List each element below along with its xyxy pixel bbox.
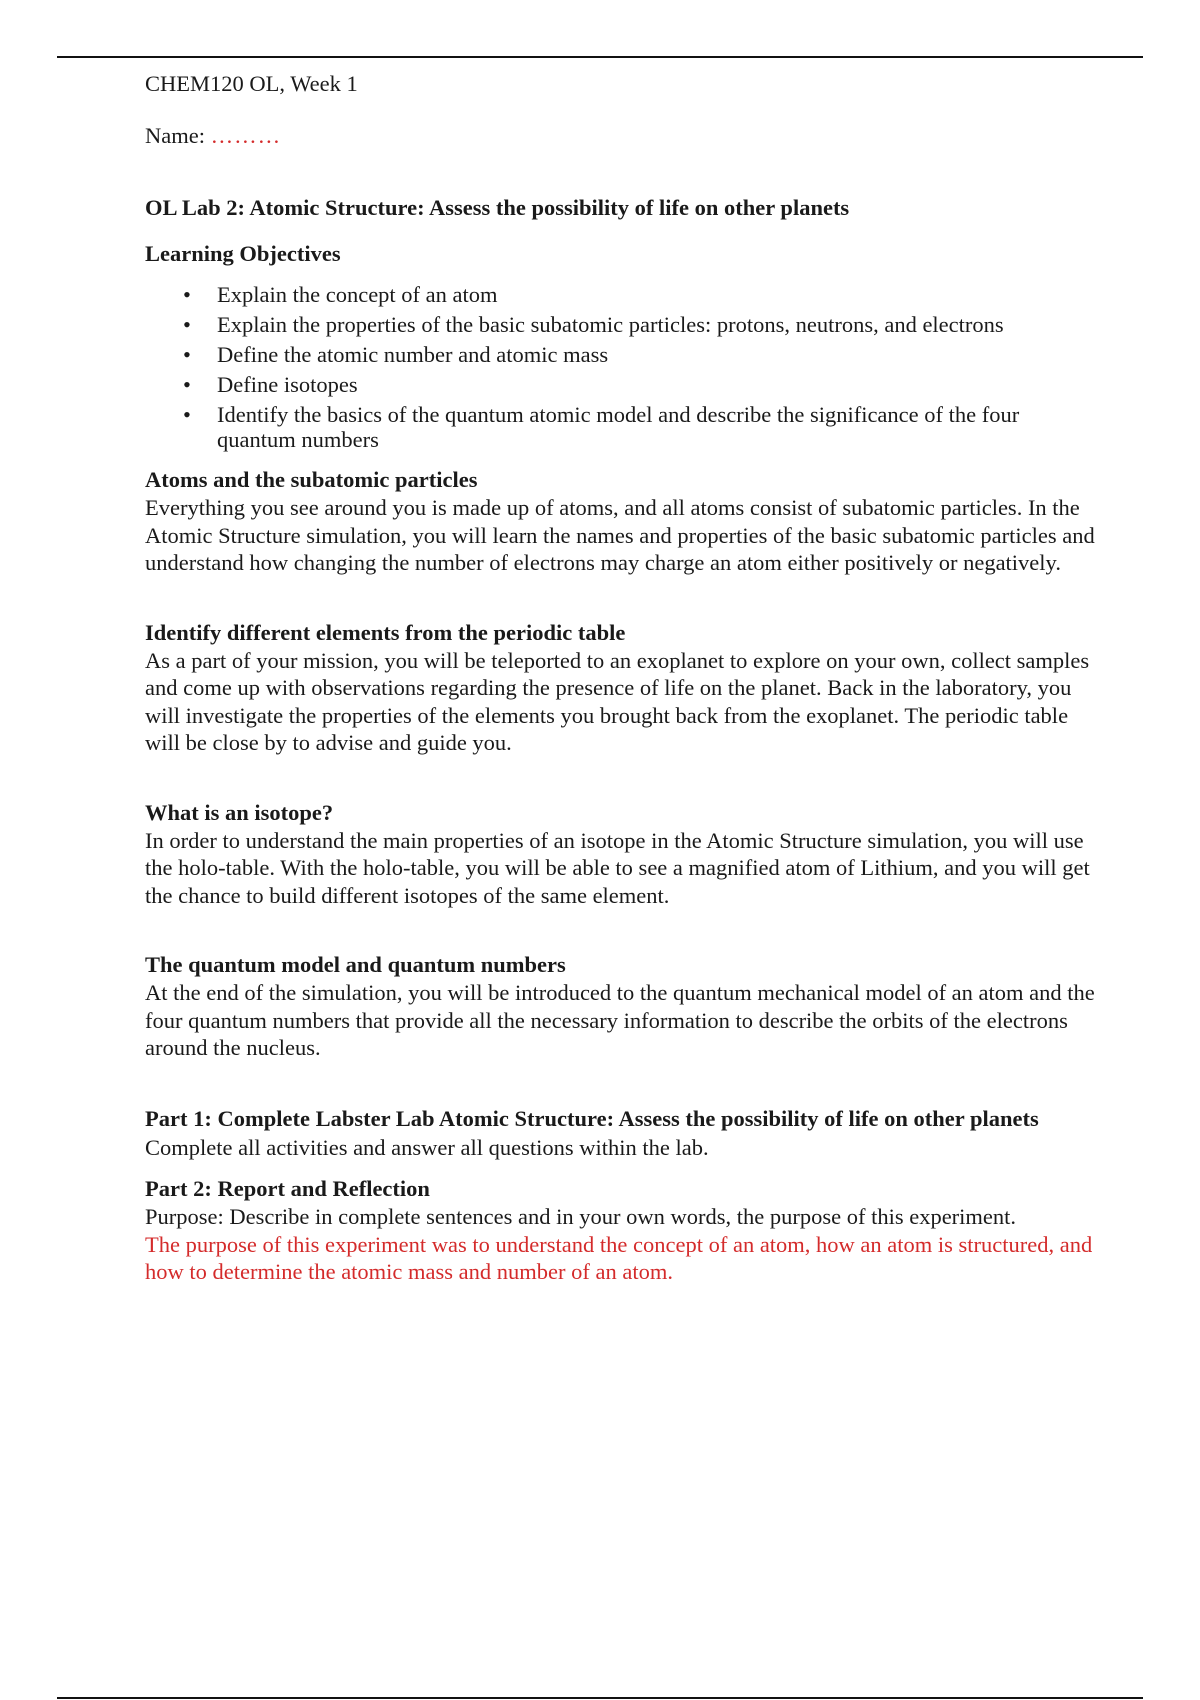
section-body: At the end of the simulation, you will be introduced to the quantum mechanical model of an atom and the four quantum numbers that provide all the necessary information to describe the orbits of the electrons around the nucleus. xyxy=(145,980,1095,1060)
section-body: In order to understand the main properties of an isotope in the Atomic Structure simulation, you will use the holo-table. With the holo-table, you will be able to see a magnified atom of Lithium, and you will get the chance to build different isotopes of the same element. xyxy=(145,827,1090,908)
name-line xyxy=(145,122,1095,150)
bullet-icon: • xyxy=(183,372,191,397)
section-heading: Part 2: Report and Reflection xyxy=(145,1176,430,1201)
objective-text: Define isotopes xyxy=(217,372,358,397)
bullet-icon: • xyxy=(183,282,191,307)
learning-objectives-list xyxy=(145,282,1095,452)
list-item xyxy=(145,402,1095,452)
section-quantum-model xyxy=(145,951,1095,1062)
name-value: ……… xyxy=(210,123,282,148)
section-heading: Atoms and the subatomic particles xyxy=(145,467,478,492)
section-identify-elements xyxy=(145,619,1095,757)
section-part-1 xyxy=(145,1104,1095,1162)
objective-text: Identify the basics of the quantum atomic model and describe the significance of the four quantum numbers xyxy=(217,402,1020,452)
section-heading: Part 1: Complete Labster Lab Atomic Structure: Assess the possibility of life on other planets xyxy=(145,1105,1039,1131)
section-heading: What is an isotope? xyxy=(145,799,334,825)
section-body: Complete all activities and answer all questions within the lab. xyxy=(145,1134,709,1160)
list-item xyxy=(145,342,1095,367)
name-label: Name: xyxy=(145,123,205,148)
objective-text: Explain the properties of the basic subatomic particles: protons, neutrons, and electrons xyxy=(217,312,1004,337)
section-isotope xyxy=(145,799,1095,910)
lab-title: OL Lab 2: Atomic Structure: Assess the possibility of life on other planets xyxy=(145,195,850,220)
section-part-2 xyxy=(145,1175,1095,1286)
purpose-answer: The purpose of this experiment was to understand the concept of an atom, how an atom is structured, and how to determine the atomic mass and number of an atom. xyxy=(145,1231,1093,1284)
top-rule xyxy=(57,56,1143,58)
bullet-icon: • xyxy=(183,342,191,367)
document-page xyxy=(145,70,1095,1286)
purpose-prompt: Purpose: Describe in complete sentences and in your own words, the purpose of this experiment. xyxy=(145,1204,1017,1229)
list-item xyxy=(145,312,1095,337)
section-heading: Identify different elements from the periodic table xyxy=(145,619,626,645)
section-body: Everything you see around you is made up of atoms, and all atoms consist of subatomic particles. In the Atomic Structure simulation, you will learn the names and properties of the basic subatomic particles and understand how changing the number of electrons may charge an atom either positively or negatively. xyxy=(145,495,1095,575)
bullet-icon: • xyxy=(183,402,191,427)
learning-objectives-heading: Learning Objectives xyxy=(145,241,341,266)
list-item xyxy=(145,282,1095,307)
objective-text: Define the atomic number and atomic mass xyxy=(217,342,609,367)
list-item xyxy=(145,372,1095,397)
section-atoms xyxy=(145,466,1095,577)
section-body: As a part of your mission, you will be teleported to an exoplanet to explore on your own, collect samples and come up with observations regarding the presence of life on the planet. Back in the laboratory, you will investigate the properties of the elements you brought back from the exoplanet. The periodic table will be close by to advise and guide you. xyxy=(145,647,1090,755)
bottom-rule xyxy=(57,1697,1143,1699)
bullet-icon: • xyxy=(183,312,191,337)
section-heading: The quantum model and quantum numbers xyxy=(145,952,566,977)
course-label: CHEM120 OL, Week 1 xyxy=(145,71,358,96)
objective-text: Explain the concept of an atom xyxy=(217,282,498,307)
